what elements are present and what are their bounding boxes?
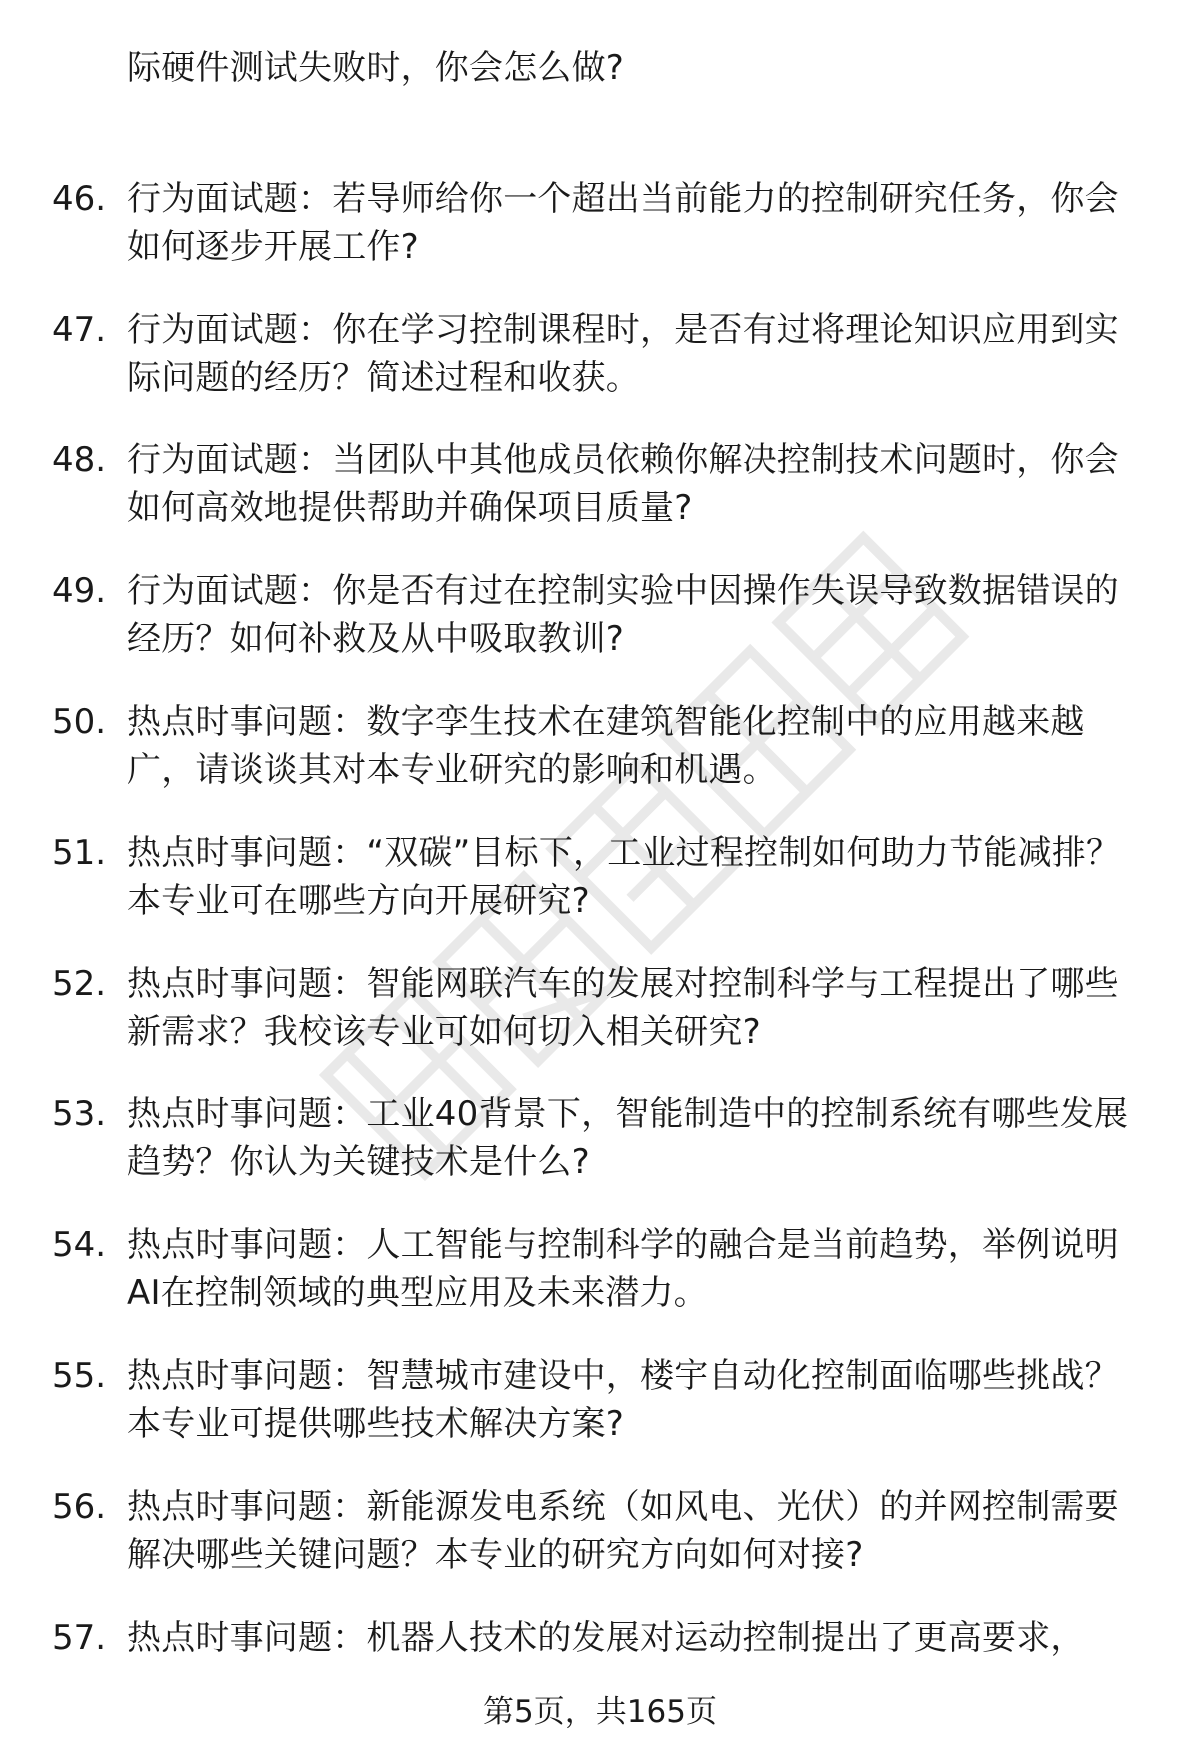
question-number: 49.	[52, 571, 107, 612]
list-item	[0, 1215, 1200, 1346]
list-item	[0, 1346, 1200, 1477]
question-text: 热点时事问题：机器人技术的发展对运动控制提出了更高要求，	[127, 1617, 1085, 1658]
question-list	[0, 38, 1200, 1738]
question-text: 行为面试题：你是否有过在控制实验中因操作失误导致数据错误的经历？如何补救及从中吸取教训?	[127, 571, 1119, 660]
question-number: 57.	[52, 1617, 107, 1658]
question-number: 46.	[52, 178, 107, 219]
question-text: 行为面试题：你在学习控制课程时，是否有过将理论知识应用到实际问题的经历？简述过程和收获。	[127, 309, 1119, 398]
list-item	[0, 561, 1200, 692]
page-footer	[0, 1692, 1200, 1732]
question-number: 47.	[52, 309, 107, 350]
list-item	[0, 823, 1200, 954]
question-number: 56.	[52, 1486, 107, 1527]
list-item-continuation	[0, 38, 1200, 169]
list-item	[0, 692, 1200, 823]
question-text: 际硬件测试失败时，你会怎么做?	[127, 48, 625, 88]
question-text: 热点时事问题：新能源发电系统（如风电、光伏）的并网控制需要解决哪些关键问题？本专业的研究方向如何对接?	[127, 1486, 1119, 1575]
list-item	[0, 300, 1200, 431]
question-text: 行为面试题：当团队中其他成员依赖你解决控制技术问题时，你会如何高效地提供帮助并确保项目质量?	[127, 440, 1119, 529]
list-item	[0, 1084, 1200, 1215]
question-text: 热点时事问题：智能网联汽车的发展对控制科学与工程提出了哪些新需求？我校该专业可如何切入相关研究?	[127, 963, 1119, 1052]
question-number: 50.	[52, 701, 107, 742]
question-text: 热点时事问题：智慧城市建设中，楼宇自动化控制面临哪些挑战？本专业可提供哪些技术解决方案?	[127, 1355, 1119, 1444]
question-number: 52.	[52, 963, 107, 1004]
list-item	[0, 430, 1200, 561]
question-text: 热点时事问题：数字孪生技术在建筑智能化控制中的应用越来越广，请谈谈其对本专业研究的影响和机遇。	[127, 701, 1085, 790]
question-number: 48.	[52, 440, 107, 481]
question-text: 热点时事问题：工业40背景下，智能制造中的控制系统有哪些发展趋势？你认为关键技术是什么?	[127, 1094, 1129, 1183]
list-item	[0, 169, 1200, 300]
list-item	[0, 954, 1200, 1085]
question-number: 55.	[52, 1355, 107, 1396]
page-number-label: 第5页，共165页	[483, 1694, 717, 1730]
question-text: 热点时事问题：“双碳”目标下，工业过程控制如何助力节能减排？本专业可在哪些方向开展研究?	[127, 832, 1121, 921]
question-number: 54.	[52, 1225, 107, 1266]
question-text: 行为面试题：若导师给你一个超出当前能力的控制研究任务，你会如何逐步开展工作?	[127, 178, 1119, 267]
list-item	[0, 1477, 1200, 1608]
question-number: 51.	[52, 832, 107, 873]
question-number: 53.	[52, 1094, 107, 1135]
question-text: 热点时事问题：人工智能与控制科学的融合是当前趋势，举例说明AI在控制领域的典型应用及未来潜力。	[127, 1225, 1119, 1314]
